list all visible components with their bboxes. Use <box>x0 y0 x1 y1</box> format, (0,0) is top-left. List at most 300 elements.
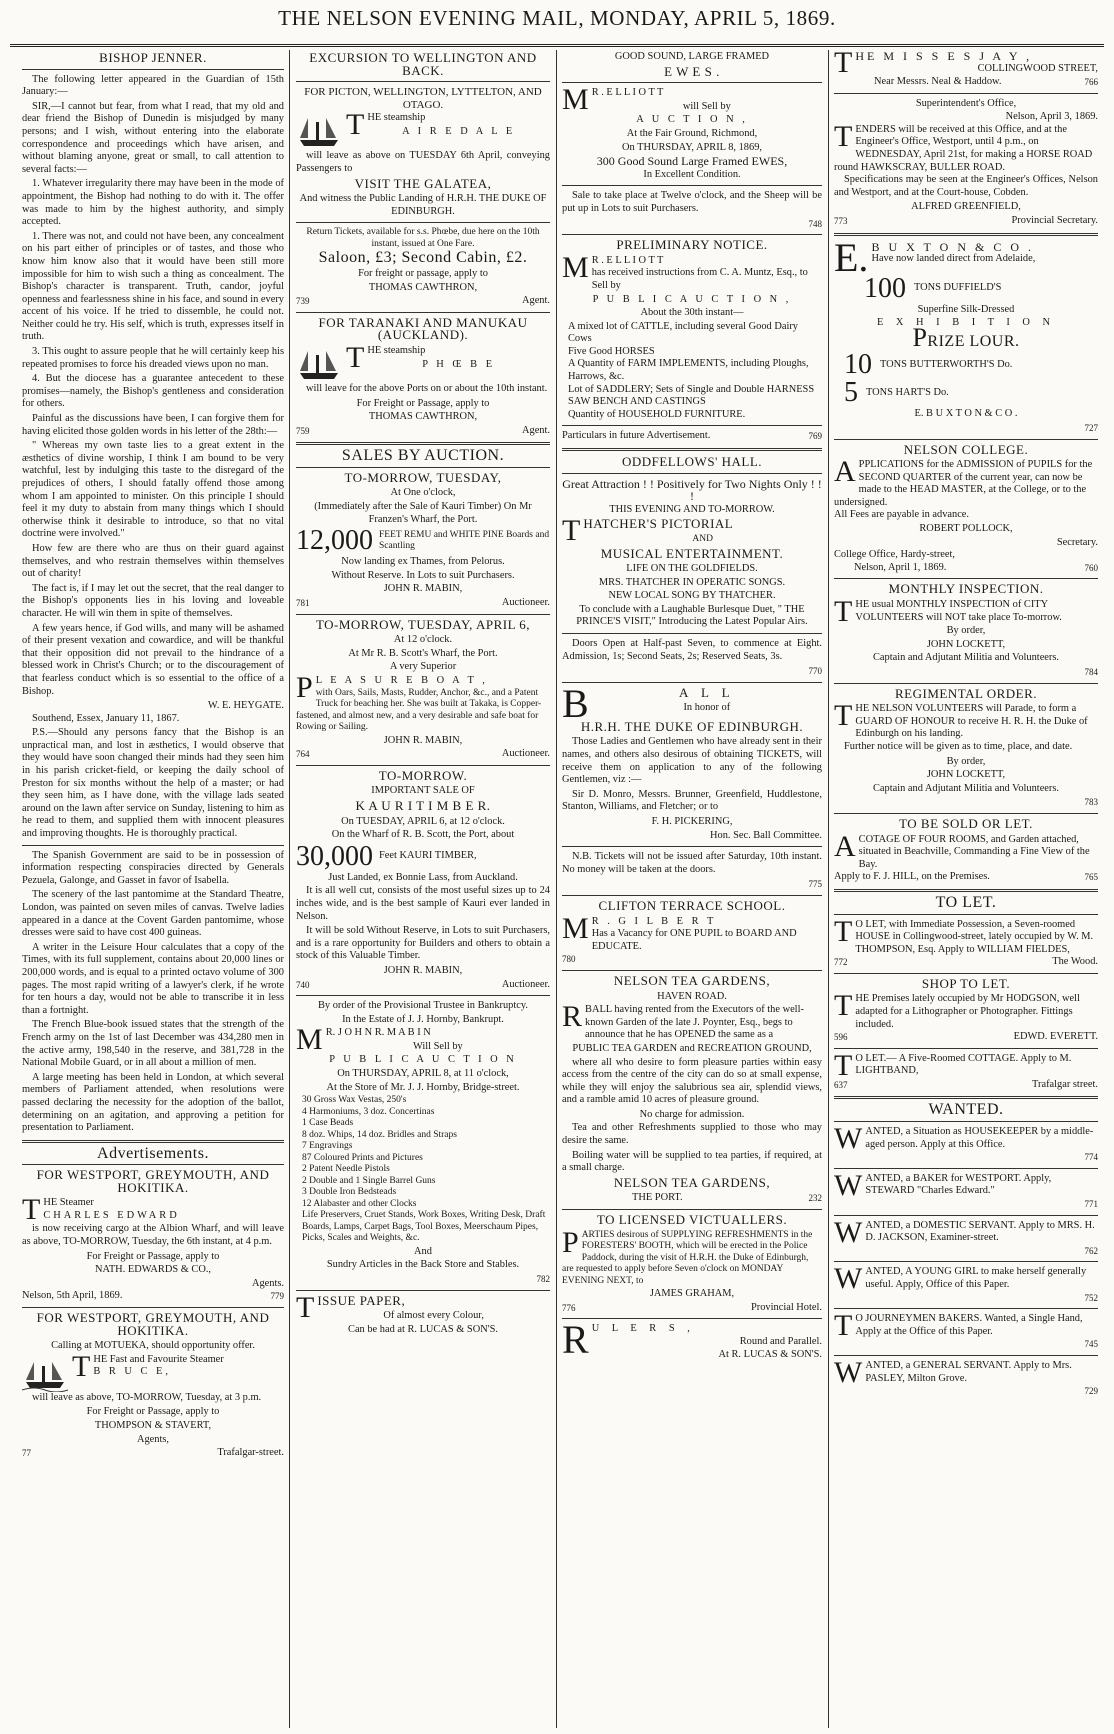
advertisements-heading: Advertisements. <box>97 1144 209 1162</box>
lot-description: Feet KAURI TIMBER, <box>379 850 477 862</box>
divider <box>834 1261 1098 1262</box>
ad-text: And <box>414 1245 432 1257</box>
rulers-ad <box>562 1317 822 1363</box>
dropcap-t: T <box>346 340 365 374</box>
dropcap-m: M <box>562 911 589 945</box>
divider <box>562 970 822 971</box>
let-body <box>834 914 1098 957</box>
ad-heading: MUSICAL ENTERTAINMENT. <box>600 545 784 561</box>
lot-description: FEET REMU and WHITE PINE Boards and Scantling <box>379 529 550 552</box>
agent-name: NATH. EDWARDS & CO., <box>94 1264 212 1276</box>
dropcap-m: M <box>562 250 589 284</box>
ad-text: O LET, with Immediate Possession, a Seven-roomed HOUSE in Collingwood-street, lately occupied by W. M. THOMPSON, Esq. Apply to WILLIAM FIELDES, <box>855 918 1094 955</box>
ad-text: THE PORT. <box>632 1192 683 1204</box>
ad-text: Particulars in future Advertisement. <box>562 430 711 442</box>
ad-heading: FOR TARANAKI AND MANUKAU (AUCKLAND). <box>318 314 528 343</box>
ad-text: On THURSDAY, APRIL 8, 1869, <box>621 141 762 153</box>
auctioneer-name: R . E L L I O T T <box>591 254 664 266</box>
auctioneer-name: JOHN R. MABIN, <box>383 583 463 595</box>
list-item: SAW BENCH AND CASTINGS <box>568 396 706 408</box>
ad-footer <box>296 748 550 761</box>
ad-number: 770 <box>808 666 822 677</box>
masthead-rule <box>10 44 1104 47</box>
divider <box>562 895 822 896</box>
ad-address: Trafalgar-street. <box>217 1447 284 1459</box>
ad-number: 775 <box>808 879 822 890</box>
contact-name: JOHN LOCKETT, <box>926 638 1006 650</box>
ad-text: THIS EVENING AND TO-MORROW. <box>609 503 775 515</box>
divider <box>834 889 1098 892</box>
prize-flour-text: RIZE LOUR. <box>927 332 1020 350</box>
ad-heading: H.R.H. THE DUKE OF EDINBURGH. <box>580 718 804 734</box>
auctioneer-name: R . E L L I O T T <box>591 87 664 99</box>
divider <box>296 1290 550 1291</box>
ad-heading: HE M I S S E S J A Y , <box>855 50 1033 63</box>
list-item: 8 doz. Whips, 14 doz. Bridles and Straps <box>302 1129 457 1140</box>
ad-text: At R. LUCAS & SON'S. <box>718 1348 822 1360</box>
article-text: SIR,—I cannot but fear, from what I read, that my old and dear friend the Bishop of Dunedin is misjudged by many persons; and I wish, without entering into the elaborate correspondence and proceedings which have arisen, and without blaming anyone, great or small, to call attention to several facts:— <box>22 100 284 175</box>
ad-text: A U C T I O N , <box>636 114 748 126</box>
list-item: 2 Double and 1 Single Barrel Guns <box>302 1175 436 1186</box>
ad-number: 773 <box>834 215 848 226</box>
ad-footer <box>834 956 1098 969</box>
steamship-icon <box>296 114 342 150</box>
divider <box>22 1164 284 1165</box>
divider <box>834 914 1098 915</box>
lot-list <box>296 1095 550 1245</box>
ad-footer <box>834 215 1098 228</box>
ad-text: will leave as above, TO-MORROW, Tuesday, at 3 p.m. <box>32 1391 262 1403</box>
ad-text: At the Fair Ground, Richmond, <box>626 127 758 139</box>
cottage-body <box>834 1048 1098 1082</box>
ship-name: A I R E D A L E <box>402 125 516 137</box>
article-heading: BISHOP JENNER. <box>99 50 207 65</box>
masthead-title: THE NELSON EVENING MAIL, MONDAY, APRIL 5, 1869. <box>278 6 836 30</box>
ad-text: Now landing ex Thames, from Pelorus. <box>341 556 505 568</box>
ad-heading: E W E S . <box>664 63 720 79</box>
ad-number: 783 <box>1084 797 1098 808</box>
contact-name: JAMES GRAHAM, <box>649 1288 735 1300</box>
auctioneer-role: Auctioneer. <box>501 748 550 760</box>
dropcap-w: W <box>834 1168 863 1202</box>
dropcap-r: R <box>562 1000 583 1034</box>
divider <box>562 473 822 474</box>
ad-text: College Office, Hardy-street, <box>834 549 955 561</box>
dropcap-t: T <box>834 50 853 79</box>
ad-heading: TO BE SOLD OR LET. <box>899 815 1033 831</box>
lot-line <box>296 527 550 555</box>
list-item: 30 Gross Wax Vestas, 250's <box>302 1095 407 1106</box>
divider <box>562 82 822 83</box>
list-item: 87 Coloured Prints and Pictures <box>302 1152 423 1163</box>
list-item: Lot of SADDLERY; Sets of Single and Double HARNESS <box>568 383 815 395</box>
ad-number: 772 <box>834 957 848 968</box>
ad-text: HE steamship <box>367 344 426 356</box>
regimental-body <box>834 699 1098 741</box>
ad-text: To conclude with a Laughable Burlesque Duet, " THE PRINCE'S VISIT," Introducing the Latest Popular Airs. <box>576 603 808 628</box>
divider <box>834 973 1098 974</box>
ad-subheading: FOR PICTON, WELLINGTON, LYTTELTON, AND OTAGO. <box>304 86 542 111</box>
article-place: Southend, Essex, January 11, 1867. <box>32 712 180 724</box>
wanted-list <box>834 1122 1098 1309</box>
ad-text: HE Steamer <box>43 1197 94 1209</box>
ad-text: Superintendent's Office, <box>915 97 1017 109</box>
college-body <box>834 455 1098 509</box>
ad-text: Great Attraction ! ! Positively for Two Nights Only ! ! ! <box>562 476 822 504</box>
dropcap-t: T <box>834 989 853 1023</box>
column-2 <box>296 50 550 1728</box>
ad-text: On TUESDAY, APRIL 6, at 12 o'clock. <box>341 815 505 827</box>
ad-text: By order of the Provisional Trustee in Bankruptcy. <box>317 1000 528 1012</box>
school-line <box>562 911 822 954</box>
ad-text: PPLICATIONS for the ADMISSION of PUPILS for the SECOND QUARTER of the current year, can now be made to the HEAD MASTER, at the College, or to the undersigned. <box>834 459 1093 508</box>
ad-number: 740 <box>296 979 310 990</box>
column-4 <box>834 50 1098 1728</box>
contact-role: Captain and Adjutant Militia and Volunteers. <box>872 782 1060 794</box>
dropcap-p: P <box>562 1225 579 1259</box>
auctioneer-name: R. J O H N R. M A B I N <box>325 1027 431 1039</box>
ad-steamer <box>296 108 550 142</box>
section-heading: SALES BY AUCTION. <box>341 447 505 465</box>
dropcap-t: T <box>72 1349 91 1383</box>
ad-text: COLLINGWOOD STREET, <box>977 62 1098 74</box>
ad-text: ANTED, a BAKER for WESTPORT. Apply, STEWARD "Charles Edward." <box>865 1172 1052 1197</box>
ad-number: 765 <box>1084 872 1098 883</box>
dropcap-a: A <box>834 829 856 863</box>
ad-number: 776 <box>562 1302 576 1313</box>
column-rule <box>556 50 557 1728</box>
ad-text: Sale to take place at Twelve o'clock, and the Sheep will be put up in Lots to suit Purchasers. <box>562 190 822 214</box>
masthead <box>10 6 1104 44</box>
ad-heading: REGIMENTAL ORDER. <box>894 685 1038 701</box>
buxton-ad <box>834 234 1098 280</box>
ad-heading: NELSON TEA GARDENS, <box>613 1174 771 1190</box>
divider <box>296 442 550 445</box>
ad-steamer <box>22 1349 284 1383</box>
ad-number: 759 <box>296 425 310 436</box>
ad-text: Superfine Silk-Dressed <box>917 303 1015 315</box>
ad-text: P U B L I C A U C T I O N <box>329 1054 517 1066</box>
ad-text: In Excellent Condition. <box>643 168 741 180</box>
ad-footer <box>296 295 550 308</box>
dropcap-t: T <box>834 699 853 733</box>
ad-heading: TO-MORROW. <box>378 767 468 783</box>
ad-text: Calling at MOTUEKA, should opportunity offer. <box>51 1340 255 1352</box>
list-item: Quantity of HOUSEHOLD FURNITURE. <box>568 408 746 420</box>
ad-text: Return Tickets, available for s.s. Phœbe, due here on the 10th instant, issued at One Fare. <box>306 227 540 249</box>
divider <box>296 222 550 223</box>
contact-name: R . G I L B E R T <box>591 915 717 927</box>
article-signature: W. E. HEYGATE. <box>207 700 284 712</box>
divider <box>834 233 1098 236</box>
news-item: A writer in the Leisure Hour calculates that a copy of the Times, with its full supplement, contains about 20,000 lines or 200,000 words, and is equal to a printed octavo volume of 300 pages. The most rapid writing of a lawyer's clerk, if he wrote for ten hours a day, would not be able to transcribe it in less than a fortnight. <box>22 941 284 1016</box>
divider <box>562 633 822 634</box>
dropcap-e: E. <box>834 234 869 280</box>
divider <box>562 234 822 235</box>
ad-text: Specifications may be seen at the Engineer's Offices, Nelson and Westport, and at the Court-house, Cobden. <box>834 174 1098 198</box>
ad-heading: A L L <box>679 684 735 700</box>
contact-name: JOHN LOCKETT, <box>926 769 1006 781</box>
list-item: A mixed lot of CATTLE, including several Good Dairy Cows <box>568 320 798 345</box>
wanted-item <box>834 1355 1098 1398</box>
ad-footer <box>562 1192 822 1205</box>
ad-text: In the Estate of J. J. Hornby, Bankrupt. <box>342 1013 504 1025</box>
ad-text: Sir D. Monro, Messrs. Brunner, Greenfield, Huddlestone, Stanton, Williams, and Fletcher; or to <box>562 788 822 813</box>
steamship-icon <box>22 1356 68 1392</box>
auction-line <box>562 83 822 117</box>
jay-ad <box>834 50 1098 79</box>
ad-heading: U L E R S , <box>591 1323 695 1335</box>
ad-text: AND <box>692 534 713 544</box>
dropcap-t: T <box>834 1048 853 1082</box>
article-text: 4. But the diocese has a guarantee antecedent to these promises—namely, the Bishop's gentleness and consideration for others. <box>22 373 284 410</box>
article-text: 1. Whatever irregularity there may have been in the mode of appointment, the Bishop had nothing to do with it. The offer was made to him by the highest authority, and simply accepted. <box>22 178 284 228</box>
ad-text: HE NELSON VOLUNTEERS will Parade, to form a GUARD OF HONOUR to receive H. R. H. the Duke of Edinburgh on his landing. <box>855 703 1088 740</box>
auction-line <box>562 250 822 293</box>
ad-text: Without Reserve. In Lots to suit Purchasers. <box>331 569 515 581</box>
divider <box>22 1307 284 1308</box>
auctioneer-name: JOHN R. MABIN, <box>383 964 463 976</box>
ad-text: VISIT THE GALATEA, <box>354 175 492 191</box>
dropcap-w: W <box>834 1215 863 1249</box>
ad-text: COTAGE OF FOUR ROOMS, and Garden attached, situated in Beachville, Commanding a Fine View of the Bay. <box>858 833 1090 870</box>
agent-role: Agents. <box>251 1277 284 1289</box>
divider <box>834 1168 1098 1169</box>
dropcap-w: W <box>834 1122 863 1156</box>
divider <box>834 1308 1098 1309</box>
ad-text: LIFE ON THE GOLDFIELDS. <box>626 563 758 575</box>
section-heading: TO LET. <box>935 893 997 911</box>
news-item: The French Blue-book issued states that the strength of the French army on the 1st of last December was 434,280 men in the active army, 198,540 in the reserve, and 381,728 in the National Mobile Guard, or in all about a million of men. <box>22 1019 284 1069</box>
news-item: A large meeting has been held in London, at which several members of Parliament attended, when resolutions were passed declaring the necessity for the adoption of the ballot, determining on an agitation, and approving a petition for presentation to Parliament. <box>22 1071 284 1134</box>
divider <box>296 995 550 996</box>
tenders-body <box>834 119 1098 174</box>
ad-heading: SHOP TO LET. <box>921 975 1011 991</box>
ad-text: At One o'clock, <box>390 487 456 499</box>
ad-heading: TO-MORROW, TUESDAY, APRIL 6, <box>315 616 531 632</box>
divider <box>296 467 550 468</box>
ad-number: 232 <box>808 1193 822 1204</box>
sold-body <box>834 829 1098 872</box>
ad-text: On THURSDAY, APRIL 8, at 11 o'clock, <box>337 1068 509 1080</box>
article-text: " Whereas my own taste lies to a great extent in the æsthetics of divine worship, I think I am bound to be very watchful, lest by indulging this taste to the disregard of the prejudices of others, I should fatally offend those among whom I am appointed to minister. On this principle I should feel it my duty to abstain from many things which I should otherwise think it desirable to introduce, so that no vital doctrine were involved." <box>22 440 284 540</box>
lot-quantity: 10 <box>844 349 872 381</box>
divider <box>562 448 822 451</box>
wanted-item <box>834 1215 1098 1258</box>
auctioneer-name: JOHN R. MABIN, <box>383 734 463 746</box>
ad-number: 748 <box>808 218 822 229</box>
ad-number: 729 <box>1084 1386 1098 1397</box>
ad-text: By order, <box>946 755 986 767</box>
divider <box>22 845 284 846</box>
ad-text: In honor of <box>683 702 731 714</box>
ad-text: ANTED, a Situation as HOUSEKEEPER by a middle-aged person. Apply at this Office. <box>865 1126 1094 1150</box>
article-text: The fact is, if I may let out the secret, that the real danger to the Bishop's opponents lies in his loving and loveable character. He will win them in spite of themselves. <box>22 582 284 619</box>
ad-text: HE usual MONTHLY INSPECTION of CITY VOLUNTEERS will NOT take place To-morrow. <box>855 599 1062 623</box>
ad-number: 784 <box>1084 667 1098 677</box>
wanted-item <box>834 1122 1098 1164</box>
divider <box>562 425 822 426</box>
ad-footer <box>834 1079 1098 1092</box>
ad-text: has received instructions from C. A. Muntz, Esq., to Sell by <box>591 267 808 291</box>
list-item: 2 Patent Needle Pistols <box>302 1164 390 1175</box>
ad-steamer <box>22 1193 284 1227</box>
divider <box>296 765 550 766</box>
steamship-icon <box>296 347 342 383</box>
ad-footer <box>296 597 550 610</box>
lot-quantity: 5 <box>844 377 858 409</box>
lot-quantity: 12,000 <box>296 525 373 557</box>
list-item: Five Good HORSES <box>568 345 655 357</box>
auctioneer-role: Auctioneer. <box>501 597 550 609</box>
ad-heading: HATCHER'S PICTORIAL <box>583 516 734 532</box>
ad-text: ANTED, a DOMESTIC SERVANT. Apply to MRS. H. D. JACKSON, Examiner-street. <box>865 1219 1095 1244</box>
dropcap-t: T <box>296 1290 315 1324</box>
ad-text: Apply to F. J. HILL, on the Premises. <box>834 871 990 883</box>
ad-text: At the Store of Mr. J. J. Hornby, Bridge-street. <box>326 1081 520 1093</box>
ad-number: 779 <box>270 1291 284 1302</box>
list-item: A Quantity of FARM IMPLEMENTS, including Ploughs, Harrows, &c. <box>568 358 809 383</box>
ad-footer <box>22 1447 284 1460</box>
lot-description: with Oars, Sails, Masts, Rudder, Anchor, &c., and a Patent Truck for beaching her. She was built at Takaka, is Copper-fastened, and almost new, and a very desirable and safe boat for Rowing or Sailing. <box>296 687 542 733</box>
ad-text: Tea and other Refreshments supplied to those who may desire the same. <box>562 1122 822 1147</box>
ad-text: O LET.— A Five-Roomed COTTAGE. Apply to M. LIGHTBAND, <box>855 1052 1072 1077</box>
ad-text: Further notice will be given as to time, place, and date. <box>844 740 1073 752</box>
dropcap-t: T <box>834 119 853 153</box>
divider <box>296 81 550 82</box>
lot-description: TONS BUTTERWORTH'S Do. <box>880 359 1013 371</box>
ad-footer <box>22 1290 284 1303</box>
dropcap-a: A <box>834 455 856 489</box>
article-text: 3. This ought to assure people that he will certainly keep his repeated promises to force his dreaded views upon no man. <box>22 346 284 370</box>
ad-heading: TO-MORROW, TUESDAY, <box>344 469 502 485</box>
ad-text: Just Landed, ex Bonnie Lass, from Auckland. <box>328 871 518 883</box>
dropcap-t: T <box>562 514 581 548</box>
tissue-ad <box>296 1290 550 1324</box>
lot-list <box>562 321 822 422</box>
ad-footer <box>296 425 550 438</box>
lot-line <box>834 272 1098 304</box>
ad-text: At 12 o'clock. <box>393 634 453 646</box>
agent-name: THOMPSON & STAVERT, <box>94 1420 212 1431</box>
divider <box>834 813 1098 814</box>
ad-text: Will Sell by <box>412 1040 463 1052</box>
monthly-body <box>834 595 1098 629</box>
lot-title: L E A S U R E B O A T , <box>315 675 488 686</box>
ad-text: will leave for the above Ports on or about the 10th instant. <box>306 382 548 394</box>
contact-name: ROBERT POLLOCK, <box>919 523 1013 535</box>
list-item: 1 Case Beads <box>302 1118 354 1129</box>
shop-body <box>834 989 1098 1031</box>
contact-role: Captain and Adjutant Militia and Volunteers. <box>872 652 1060 664</box>
column-rule <box>289 50 290 1728</box>
divider <box>562 185 822 186</box>
ad-heading: CLIFTON TERRACE SCHOOL. <box>598 897 786 913</box>
wanted-item <box>834 1262 1098 1304</box>
ad-heading: FOR WESTPORT, GREYMOUTH, AND HOKITIKA. <box>36 1310 270 1338</box>
list-item: 7 Engravings <box>302 1141 353 1152</box>
ad-text: HE Premises lately occupied by Mr HODGSON, well adapted for a Lithographer or Photographer. Fittings included. <box>855 993 1080 1030</box>
list-item: Life Preservers, Cruet Stands, Work Boxes, Writing Desk, Draft Boards, Lamps, Carpet Bags, Tool Boxes, Meerschaum Pipes, Picks, Scales and Weights, &c. <box>302 1210 546 1244</box>
ad-text: Doors Open at Half-past Seven, to commence at Eight. Admission, 1s; Second Seats, 2s; Reserved Seats, 3s. <box>562 638 822 662</box>
dropcap-b: B <box>562 680 589 726</box>
lot-line <box>296 840 550 872</box>
lot-line <box>834 379 1098 407</box>
dropcap-m: M <box>296 1023 323 1057</box>
ad-number: 764 <box>296 749 310 760</box>
ad-text: E X H I B I T I O N <box>876 317 1056 329</box>
ad-text: For Freight or Passage, apply to <box>86 1406 220 1418</box>
divider <box>22 1140 284 1143</box>
divider <box>562 682 822 683</box>
ad-text: BALL having rented from the Executors of the well-known Garden of the late J. Poynter, Esq., begs to announce that he has OPENED the same as a <box>585 1004 804 1041</box>
article-text: A few years hence, if God wills, and many will be ashamed of their present vexation and cowardice, and will be thankful that their opposition did not prevail to the hindrance of a blessed work in Christ's Church; or to the discouragement of that fearless conduct which is so essential to the office of a Bishop. <box>22 622 284 697</box>
ad-footer <box>834 562 1098 575</box>
ad-number: 745 <box>1084 1339 1098 1350</box>
licensed-body <box>562 1225 822 1288</box>
ad-address: Trafalgar street. <box>1032 1078 1098 1090</box>
agent-role: Agent. <box>522 295 550 307</box>
dropcap-w: W <box>834 1262 863 1296</box>
ad-number: 781 <box>296 598 310 609</box>
lot-title: K A U R I T I M B E R. <box>355 797 491 813</box>
divider <box>296 312 550 313</box>
column-rule <box>828 50 829 1728</box>
ad-number: 77 <box>22 1448 31 1459</box>
article-text: 1. There was not, and could not have been, any concealment on his part either of principles or of tastes, and those who know him know also that it would have been still more impossible for him to wish such a thing as concealment. The Bishop's character is transparent. Truth, candor, joyful openness and fearlessness shine in his face, and sound in every accent of his voice. If he tried to dissemble, he could not. Neither could he try. His self, which is truth, expresses itself in truth. <box>22 230 284 343</box>
contact-role: Provincial Secretary. <box>1011 214 1098 226</box>
contact-name: ALFRED GREENFIELD, <box>911 201 1021 213</box>
divider <box>562 846 822 847</box>
section-heading: WANTED. <box>928 1101 1004 1119</box>
list-item: 3 Double Iron Bedsteads <box>302 1187 397 1198</box>
ad-text: By order, <box>946 625 986 637</box>
ad-text: ANTED, a GENERAL SERVANT. Apply to Mrs. PASLEY, Milton Grove. <box>865 1359 1072 1384</box>
ad-text: P U B L I C A U C T I O N , <box>592 293 792 305</box>
fare-text: Saloon, £3; Second Cabin, £2. <box>318 249 528 267</box>
dropcap-p: P <box>296 671 313 704</box>
ad-text: At Mr R. B. Scott's Wharf, the Port. <box>348 647 498 659</box>
lot-line <box>834 351 1098 379</box>
wanted-item <box>834 1168 1098 1211</box>
list-item: 4 Harmoniums, 3 doz. Concertinas <box>302 1106 435 1117</box>
wanted-item <box>834 1309 1098 1351</box>
lot-description: TONS HART'S Do. <box>866 387 949 399</box>
ad-text: HE steamship <box>367 112 426 124</box>
ad-number: 782 <box>536 1273 550 1284</box>
ad-text: O JOURNEYMEN BAKERS. Wanted, a Single Hand, Apply at the Office of this Paper. <box>855 1313 1083 1337</box>
ad-number: 760 <box>1084 562 1098 573</box>
article-text: Painful as the discussions have been, I can forgive them for having elicited those golden words in his letter of the 28th:— <box>22 413 284 437</box>
ad-date: Nelson, April 3, 1869. <box>1005 111 1098 123</box>
ad-heading: FOR WESTPORT, GREYMOUTH, AND HOKITIKA. <box>36 1167 270 1195</box>
ad-heading: GOOD SOUND, LARGE FRAMED <box>614 51 770 62</box>
ad-text: ARTIES desirous of SUPPLYING REFRESHMENTS in the FORESTERS' BOOTH, which will be erected in the Police Paddock, during the visit of H.R.H. the Duke of Edinburgh, are requested to apply before Seven o'clock on MONDAY EVENING NEXT, to <box>562 1229 813 1286</box>
auction-line <box>296 1023 550 1057</box>
ad-text: Has a Vacancy for ONE PUPIL to BOARD AND EDUCATE. <box>591 928 797 952</box>
dropcap-w: W <box>834 1355 863 1389</box>
contact-role: Provincial Hotel. <box>751 1301 822 1313</box>
ad-heading: NELSON TEA GARDENS, <box>613 972 771 988</box>
ad-text: HE Fast and Favourite Steamer <box>93 1353 224 1365</box>
ad-steamer <box>296 340 550 374</box>
dropcap-t: T <box>22 1193 41 1227</box>
ad-text: ANTED, A YOUNG GIRL to make herself generally useful. Apply, Office of this Paper. <box>865 1266 1087 1290</box>
ad-text: ENDERS will be received at this Office, and at the Engineer's Office, Westport, until 4 p.m., on WEDNESDAY, April 21st, for making a HORSE ROAD round HAWKSCRAY, BULLER ROAD. <box>834 123 1093 173</box>
ad-number: 727 <box>1084 422 1098 433</box>
ad-address: The Wood. <box>1052 956 1098 968</box>
divider <box>562 1209 822 1210</box>
